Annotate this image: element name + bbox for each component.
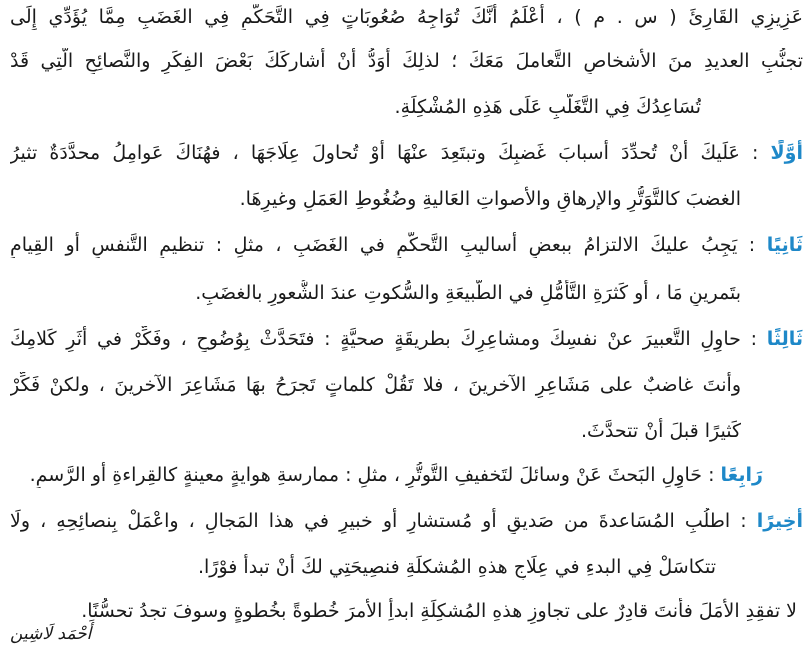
point-1-text-1: : عَلَيكَ أنْ تُحدِّدَ أسبابَ غَضبِكَ وتبتَعِدَ عنْهَا أوْ تُحاولَ عِلَاجَهَا ، فهُنَاكَ عَوامِلُ محدَّدَةٌ تثيرُ <box>10 142 759 164</box>
point-4-label: رَابِعًا <box>720 464 763 486</box>
point-2-line-2: بتَمرينٍ مَا ، أو كَثرَةِ التَّأمُّلِ في الطَّبيعَةِ والسُّكوتِ عندَ الشُّعورِ بالغضَبِ. <box>195 282 741 304</box>
point-3-line-3: كَثيرًا قبلَ أنْ تتحدَّثَ. <box>580 420 741 442</box>
point-3-line-2: وأنتَ غاضبٌ على مَشَاعِرِ الآخرينَ ، فلا تَقُلْ كلماتٍ تَجرَحُ بهَا مَشَاعِرَ الآخرينَ ، ولكنْ فَكِّرْ <box>10 374 741 396</box>
point-1-line-1 <box>10 140 803 166</box>
point-4-line-1 <box>10 462 763 488</box>
point-4-text-1: : حَاوِلِ البَحثَ عَنْ وسائلَ لتَخفيفِ التَّوتُّرِ ، مثلِ : ممارسةِ هوايةٍ معينةٍ كالقِراءةِ أو الرَّسمِ. <box>29 464 715 486</box>
point-5-text-1: : اطلُبِ المُسَاعدةَ من صَديقٍ أو مُستشارٍ أو خبيرٍ في هذا المَجالِ ، واعْمَلْ بِنصائِحِهِ ، ولَا <box>10 510 747 532</box>
point-3-text-1: : حاوِلِ التَّعبيرَ عنْ نفسِكَ ومشاعِرِكَ بطريقَةٍ صحيَّةٍ : فتَحَدَّثْ بِوُضُوحٍ ، وفَكِّرْ في أثَرِ كَلامِكَ <box>10 328 757 350</box>
point-1-label: أَوَّلًا <box>770 142 803 164</box>
point-1-line-2: الغضبَ كالتَّوَتُّرِ والإرهاقِ والأصواتِ العَاليةِ وضُغُوطِ العَمَلِ وغيرِهَا. <box>239 188 741 210</box>
closing-line: لا تفقِدِ الأمَلَ فأنتَ قادِرٌ على تجاوزِ هذهِ المُشكِلَةِ ابدأِ الأمرَ خُطوةً بخُطوةٍ وسوفَ تجدُ تحسُّنًا. <box>81 600 797 622</box>
signature: أَحْمَد لَاشِين <box>10 624 92 644</box>
point-2-label: ثَانِيًا <box>766 234 803 256</box>
point-5-line-1 <box>10 508 803 534</box>
intro-line-1: عَزِيزِي القَارِئَ ( س . م ) ، أَعْلَمُ أَنَّكَ تُوَاجِهُ صُعُوبَاتٍ فِي التَّحَكُّمِ فِي الغَضَبِ مِمَّا يُؤَدِّي إِلَى <box>10 6 803 28</box>
point-3-line-1 <box>10 326 803 352</box>
point-5-line-2: تتكاسَلْ فِي البدءِ في عِلَاجِ هذهِ المُشكلَةِ فنصِيحَتِي لكَ أنْ تبدأَ فوْرًا. <box>197 556 716 578</box>
point-2-line-1 <box>10 232 803 258</box>
intro-line-2: تجنُّبِ العديدِ منَ الأشخاصِ التَّعاملَ مَعَكَ ؛ لذلِكَ أوَدُّ أنْ أشاركَكَ بَعْضَ الفِكَرِ والنَّصائِحِ الَّتِي قَدْ <box>10 50 803 72</box>
point-5-label: أَخِيرًا <box>756 510 803 532</box>
intro-line-3: تُسَاعِدُكَ فِي التَّغَلُّبِ عَلَى هَذِهِ المُشْكِلَةِ. <box>394 96 701 118</box>
point-2-text-1: : يَجِبُ عليكَ الالتزامُ ببعضِ أساليبِ التَّحكُّمِ في الغَضَبِ ، مثلِ : تنظيمِ التَّنفسِ أو القِيامِ <box>10 234 756 256</box>
point-3-label: ثَالِثًا <box>766 328 803 350</box>
